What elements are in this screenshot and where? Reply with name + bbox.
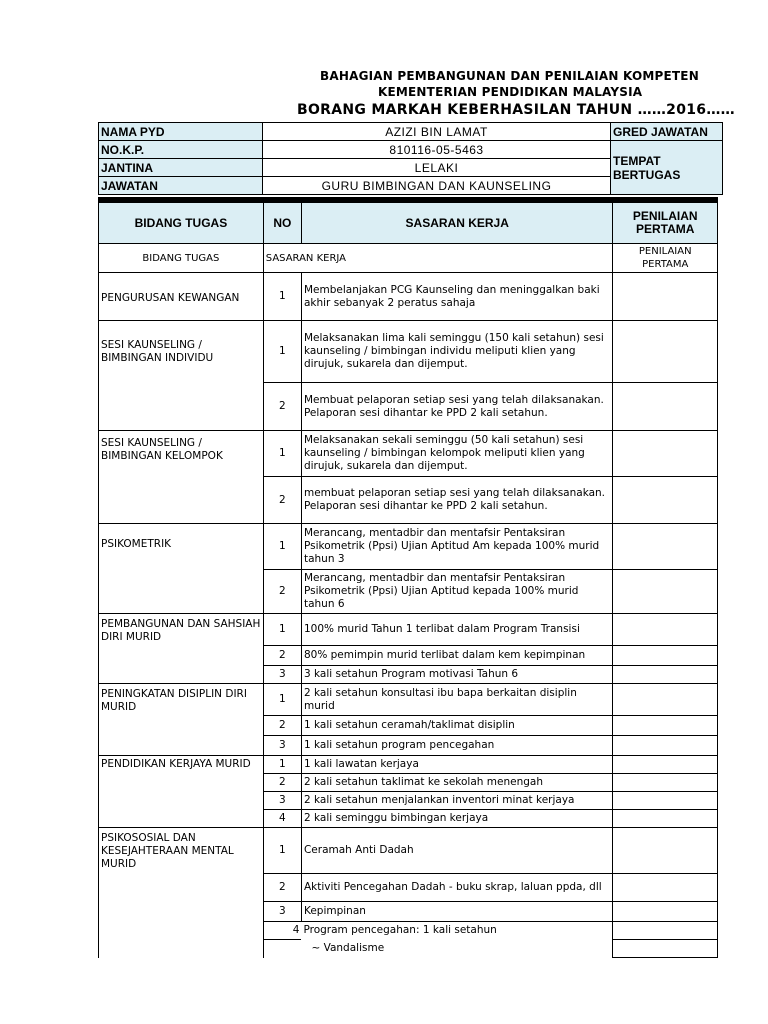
- row-sasaran: Aktiviti Pencegahan Dadah - buku skrap, laluan ppda, dll: [301, 874, 613, 902]
- jawatan-value: GURU BIMBINGAN DAN KAUNSELING: [263, 177, 611, 195]
- row-no: 2: [263, 646, 301, 666]
- row-sasaran: Merancang, mentadbir dan mentafsir Pentaksiran Psikometrik (Ppsi) Ujian Aptitud Am kepada 100% murid tahun 3: [301, 524, 613, 570]
- row-sasaran: Membelanjakan PCG Kaunseling dan meninggalkan baki akhir sebanyak 2 peratus sahaja: [301, 273, 613, 321]
- row-no: 1: [263, 684, 301, 716]
- row-sasaran: Ceramah Anti Dadah: [301, 828, 613, 874]
- penilaian-cell[interactable]: [613, 902, 718, 922]
- row-sasaran: 1 kali setahun ceramah/taklimat disiplin: [301, 716, 613, 736]
- row-no: 1: [263, 321, 301, 383]
- penilaian-cell[interactable]: [613, 940, 718, 958]
- row-sasaran: Kepimpinan: [301, 902, 613, 922]
- row-no: 1: [263, 614, 301, 646]
- penilaian-cell[interactable]: [613, 477, 718, 524]
- penilaian-cell[interactable]: [613, 646, 718, 666]
- row-sasaran: 2 kali setahun menjalankan inventori minat kerjaya: [301, 792, 613, 810]
- nama-label: NAMA PYD: [99, 123, 263, 141]
- row-sasaran: 100% murid Tahun 1 terlibat dalam Program Transisi: [301, 614, 613, 646]
- penilaian-cell[interactable]: [613, 383, 718, 431]
- header-sasaran: SASARAN KERJA: [301, 203, 613, 244]
- row-sasaran: ~ Vandalisme: [301, 940, 613, 958]
- row-no: 1: [263, 524, 301, 570]
- row-no: 3: [263, 666, 301, 684]
- penilaian-cell[interactable]: [613, 321, 718, 383]
- penilaian-cell[interactable]: [613, 666, 718, 684]
- row-sasaran: 2 kali setahun konsultasi ibu bapa berkaitan disiplin murid: [301, 684, 613, 716]
- row-sasaran: Program pencegahan: 1 kali setahun: [301, 922, 613, 940]
- penilaian-cell[interactable]: [613, 922, 718, 940]
- header-no: NO: [263, 203, 301, 244]
- bidang-cell: PEMBANGUNAN DAN SAHSIAH DIRI MURID: [99, 614, 264, 684]
- row-no: [263, 940, 301, 958]
- penilaian-cell[interactable]: [613, 756, 718, 774]
- row-sasaran: 80% pemimpin murid terlibat dalam kem kepimpinan: [301, 646, 613, 666]
- penilaian-cell[interactable]: [613, 828, 718, 874]
- jantina-label: JANTINA: [99, 159, 263, 177]
- header-bidang: BIDANG TUGAS: [99, 203, 264, 244]
- department-title: BAHAGIAN PEMBANGUNAN DAN PENILAIAN KOMPETEN: [320, 69, 699, 83]
- penilaian-cell[interactable]: [613, 716, 718, 736]
- penilaian-cell[interactable]: [613, 684, 718, 716]
- row-no: 1: [263, 273, 301, 321]
- row-no: 2: [263, 774, 301, 792]
- penilaian-cell[interactable]: [613, 736, 718, 756]
- row-sasaran: 3 kali setahun Program motivasi Tahun 6: [301, 666, 613, 684]
- row-sasaran: 2 kali seminggu bimbingan kerjaya: [301, 810, 613, 828]
- row-no: 2: [263, 383, 301, 431]
- row-no: 4: [263, 810, 301, 828]
- penilaian-cell[interactable]: [613, 810, 718, 828]
- gred-label: GRED JAWATAN: [611, 123, 723, 141]
- jawatan-label: JAWATAN: [99, 177, 263, 195]
- penilaian-cell[interactable]: [613, 614, 718, 646]
- row-no: 3: [263, 736, 301, 756]
- tempat-label: TEMPAT BERTUGAS: [611, 141, 723, 195]
- subheader-penilaian: PENILAIAN PERTAMA: [613, 244, 718, 273]
- row-sasaran: Melaksanakan sekali seminggu (50 kali setahun) sesi kaunseling / bimbingan kelompok meliputi klien yang dirujuk, sukarela dan dijemput.: [301, 431, 613, 477]
- jantina-value: LELAKI: [263, 159, 611, 177]
- row-no: 4: [263, 922, 301, 940]
- row-no: 1: [263, 756, 301, 774]
- bidang-cell: PSIKOSOSIAL DAN KESEJAHTERAAN MENTAL MURID: [99, 828, 264, 958]
- penilaian-cell[interactable]: [613, 792, 718, 810]
- row-no: 3: [263, 792, 301, 810]
- row-sasaran: Membuat pelaporan setiap sesi yang telah dilaksanakan. Pelaporan sesi dihantar ke PPD 2 kali setahun.: [301, 383, 613, 431]
- row-sasaran: 1 kali lawatan kerjaya: [301, 756, 613, 774]
- row-no: 3: [263, 902, 301, 922]
- form-title-block: [0, 66, 768, 122]
- row-sasaran: membuat pelaporan setiap sesi yang telah dilaksanakan. Pelaporan sesi dihantar ke PPD 2 kali setahun.: [301, 477, 613, 524]
- row-sasaran: 1 kali setahun program pencegahan: [301, 736, 613, 756]
- penilaian-cell[interactable]: [613, 524, 718, 570]
- row-no: 2: [263, 716, 301, 736]
- bidang-cell: PENINGKATAN DISIPLIN DIRI MURID: [99, 684, 264, 756]
- row-no: 1: [263, 431, 301, 477]
- bidang-cell: PENGURUSAN KEWANGAN: [99, 273, 264, 321]
- header-penilaian: PENILAIAN PERTAMA: [613, 203, 718, 244]
- penilaian-cell[interactable]: [613, 431, 718, 477]
- penilaian-cell[interactable]: [613, 273, 718, 321]
- sasaran-table: [98, 202, 718, 958]
- penilaian-cell[interactable]: [613, 874, 718, 902]
- row-sasaran: Melaksanakan lima kali seminggu (150 kali setahun) sesi kaunseling / bimbingan individu meliputi klien yang dirujuk, sukarela dan dijemput.: [301, 321, 613, 383]
- row-sasaran: Merancang, mentadbir dan mentafsir Pentaksiran Psikometrik (Ppsi) Ujian Aptitud kepada 100% murid tahun 6: [301, 570, 613, 614]
- nokp-value: 810116-05-5463: [263, 141, 611, 159]
- bidang-cell: SESI KAUNSELING / BIMBINGAN KELOMPOK: [99, 431, 264, 524]
- row-no: 2: [263, 570, 301, 614]
- nama-value: AZIZI BIN LAMAT: [263, 123, 611, 141]
- row-no: 1: [263, 828, 301, 874]
- row-no: 2: [263, 477, 301, 524]
- bidang-cell: PSIKOMETRIK: [99, 524, 264, 614]
- penilaian-cell[interactable]: [613, 570, 718, 614]
- nokp-label: NO.K.P.: [99, 141, 263, 159]
- row-sasaran: 2 kali setahun taklimat ke sekolah menengah: [301, 774, 613, 792]
- pyd-info-table: [98, 122, 723, 195]
- subheader-bidang: BIDANG TUGAS: [99, 244, 264, 273]
- penilaian-cell[interactable]: [613, 774, 718, 792]
- bidang-cell: PENDIDIKAN KERJAYA MURID: [99, 756, 264, 828]
- form-title: BORANG MARKAH KEBERHASILAN TAHUN ……2016……: [297, 102, 735, 118]
- bidang-cell: SESI KAUNSELING / BIMBINGAN INDIVIDU: [99, 321, 264, 431]
- subheader-sasaran: SASARAN KERJA: [263, 244, 613, 273]
- ministry-title: KEMENTERIAN PENDIDIKAN MALAYSIA: [378, 85, 643, 99]
- row-no: 2: [263, 874, 301, 902]
